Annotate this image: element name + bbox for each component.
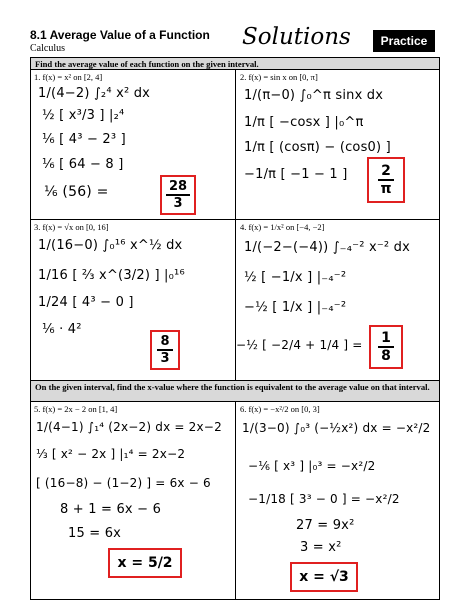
practice-badge: Practice [373,30,435,52]
answer-numerator: 1 [378,331,394,348]
answer-numerator: 28 [166,180,190,196]
work-step: [ (16−8) − (1−2) ] = 6x − 6 [36,476,211,490]
work-step: ⅙ · 4² [42,322,82,337]
answer-numerator: 2 [378,164,394,181]
answer-numerator: 8 [157,335,172,351]
solutions-heading: Solutions [242,24,351,50]
work-step: 1/π [ −cosx ] |₀^π [244,115,364,130]
work-step: 1/(3−0) ∫₀³ (−½x²) dx = −x²/2 [242,421,431,435]
instruction-bar: On the given interval, find the x-value where the function is equivalent to the average value on that interval. [30,380,440,402]
work-step: −1/18 [ 3³ − 0 ] = −x²/2 [248,492,400,506]
work-step: 1/(−2−(−4)) ∫₋₄⁻² x⁻² dx [244,240,410,255]
problem-label: 3. f(x) = √x on [0, 16] [34,222,109,232]
grid-outer-left [30,70,31,380]
problem-label: 5. f(x) = 2x − 2 on [1, 4] [34,404,118,414]
work-step: ⅙ [ 4³ − 2³ ] [42,132,126,147]
work-step: 1/π [ (cosπ) − (cos0) ] [244,140,391,155]
work-step: 1/(4−2) ∫₂⁴ x² dx [38,86,151,101]
problem-label: 4. f(x) = 1/x² on [−4, −2] [240,222,325,232]
answer-box [150,330,180,370]
course-subtitle: Calculus [30,43,65,54]
grid-bottom [30,599,440,600]
grid-center [235,70,236,380]
problem-label: 2. f(x) = sin x on [0, π] [240,72,318,82]
instruction-bar: Find the average value of each function on the given interval. [30,57,440,70]
page-title: 8.1 Average Value of a Function [30,28,210,42]
work-step: −½ [ −2/4 + 1/4 ] = [236,338,363,352]
grid-center [235,402,236,600]
answer-box: x = √3 [290,562,358,592]
work-step: ½ [ x³/3 ] |₂⁴ [42,108,125,123]
grid-outer-right [439,402,440,600]
answer-denominator: 8 [381,348,391,364]
work-step: 8 + 1 = 6x − 6 [60,502,162,517]
grid-row-divider [30,219,440,220]
grid-outer-left [30,402,31,600]
problem-label: 6. f(x) = −x²/2 on [0, 3] [240,404,320,414]
problem-label: 1. f(x) = x² on [2, 4] [34,72,103,82]
work-step: −1/π [ −1 − 1 ] [244,167,348,182]
work-step: ⅙ (56) = [44,184,109,200]
work-step: ⅓ [ x² − 2x ] |₁⁴ = 2x−2 [36,447,186,461]
answer-denominator: π [380,181,392,197]
work-step: 15 = 6x [68,526,122,541]
answer-box [367,157,405,203]
work-step: 3 = x² [300,540,342,555]
work-step: 1/(π−0) ∫₀^π sinx dx [244,88,384,103]
answer-box [160,175,196,215]
work-step: ⅙ [ 64 − 8 ] [42,157,124,172]
answer-denominator: 3 [160,351,170,366]
work-step: 1/24 [ 4³ − 0 ] [38,295,134,310]
work-step: 27 = 9x² [296,518,355,533]
work-step: −⅙ [ x³ ] |₀³ = −x²/2 [248,459,376,473]
answer-denominator: 3 [173,196,183,211]
work-step: 1/(16−0) ∫₀¹⁶ x^½ dx [38,238,183,253]
work-step: −½ [ 1/x ] |₋₄⁻² [244,300,347,315]
answer-box [369,325,403,369]
work-step: 1/16 [ ⅔ x^(3/2) ] |₀¹⁶ [38,268,185,283]
work-step: ½ [ −1/x ] |₋₄⁻² [244,270,347,285]
grid-outer-right [439,70,440,380]
work-step: 1/(4−1) ∫₁⁴ (2x−2) dx = 2x−2 [36,420,222,434]
answer-box: x = 5/2 [108,548,182,578]
